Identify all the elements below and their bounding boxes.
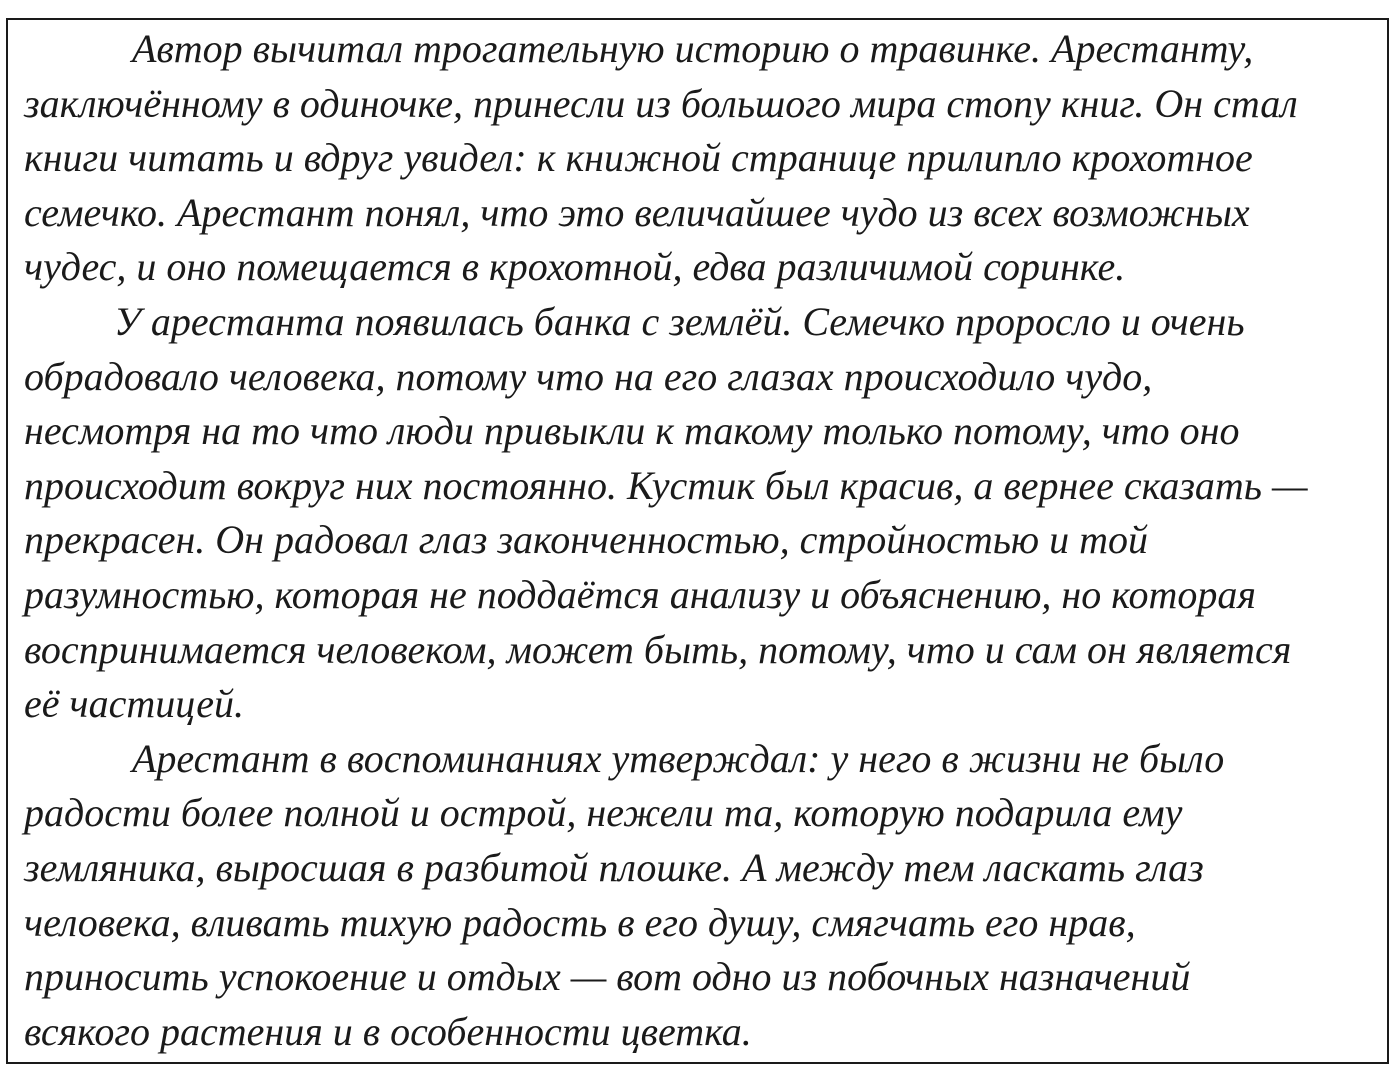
- paragraph-3: [24, 732, 1384, 1060]
- text-line: обрадовало человека, потому что на его глазах происходило чудо,: [24, 353, 1153, 399]
- text-line: У арестанта появилась банка с землёй. Семечко проросло и очень: [114, 298, 1245, 344]
- text-line: разумностью, которая не поддаётся анализу и объяснению, но которая: [24, 571, 1256, 617]
- text-line: прекрасен. Он радовал глаз законченностью, стройностью и той: [24, 517, 1149, 563]
- text-line: семечко. Арестант понял, что это величайшее чудо из всех возможных: [24, 189, 1250, 235]
- text-line: Автор вычитал трогательную историю о травинке. Арестанту,: [132, 26, 1254, 71]
- paragraph-1: [24, 22, 1384, 295]
- text-line: радости более полной и острой, нежели та, которую подарила ему: [24, 790, 1183, 836]
- text-line: заключённому в одиночке, принесли из большого мира стопу книг. Он стал: [24, 80, 1298, 126]
- text-frame: [6, 18, 1389, 1064]
- text-line: земляника, выросшая в разбитой плошке. А между тем ласкать глаз: [24, 844, 1204, 890]
- text-line: приносить успокоение и отдых — вот одно из побочных назначений: [24, 954, 1191, 1000]
- text-line: всякого растения и в особенности цветка.: [24, 1008, 752, 1054]
- text-line: происходит вокруг них постоянно. Кустик был красив, а вернее сказать —: [24, 462, 1308, 508]
- text-body: [24, 22, 1384, 1059]
- text-line: книги читать и вдруг увидел: к книжной странице прилипло крохотное: [24, 135, 1253, 181]
- paragraph-2: [24, 295, 1384, 732]
- text-line: Арестант в воспоминаниях утверждал: у него в жизни не было: [132, 735, 1225, 781]
- text-line: чудес, и оно помещается в крохотной, едва различимой соринке.: [24, 244, 1126, 290]
- text-line: человека, вливать тихую радость в его душу, смягчать его нрав,: [24, 899, 1136, 945]
- text-line: воспринимается человеком, может быть, потому, что и сам он является: [24, 626, 1292, 672]
- text-line: несмотря на то что люди привыкли к такому только потому, что оно: [24, 408, 1240, 454]
- text-line: её частицей.: [24, 681, 244, 727]
